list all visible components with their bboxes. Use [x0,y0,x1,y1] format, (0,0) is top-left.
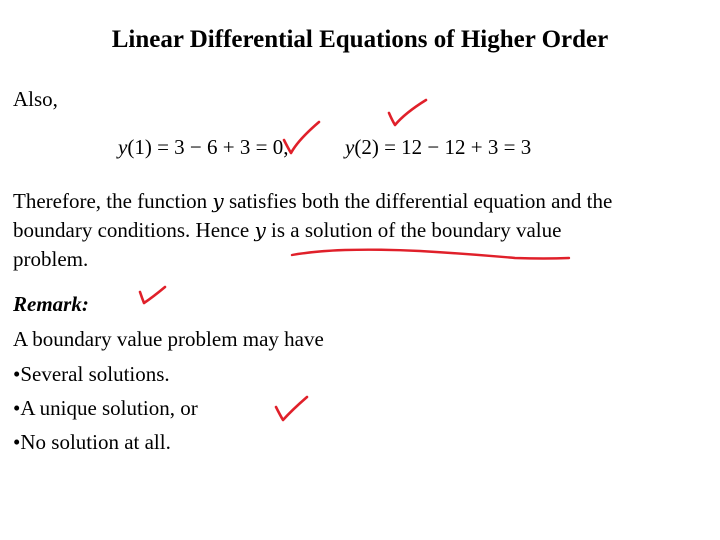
checkmark-icon [276,397,307,420]
checkmark-icon [389,100,426,125]
also-text: Also, [13,87,58,111]
equation-y1-expression: (1) = 3 − 6 + 3 = 0, [127,135,289,159]
conclusion-line-2-end: is a solution of the boundary value [265,218,562,242]
checkmark-icon [284,122,319,153]
equation-y2-function: y [345,135,355,159]
conclusion-line-3: problem. [13,247,89,271]
underline-stroke [292,250,569,259]
equation-y2-expression: (2) = 12 − 12 + 3 = 3 [354,135,532,159]
variable-y: y [254,218,266,242]
conclusion-line-2-start: boundary conditions. Hence [13,218,255,242]
equation-y1-function: y [118,135,128,159]
conclusion-line-1-start: Therefore, the function [13,189,213,213]
conclusion-line-1-end: satisfies both the differential equation and the [223,189,613,213]
remark-list-item: •Several solutions. [13,362,170,386]
equation-y1 [118,134,288,160]
remark-heading: Remark: [13,292,89,316]
conclusion-line-1 [13,188,612,214]
remark-intro: A boundary value problem may have [13,327,324,351]
conclusion-line-2 [13,217,561,243]
checkmark-icon [140,287,165,303]
equation-y2 [345,134,531,160]
remark-list-item: •A unique solution, or [13,396,198,420]
remark-list-item: •No solution at all. [13,430,171,454]
slide-title: Linear Differential Equations of Higher Order [111,26,609,53]
variable-y: y [212,189,224,213]
